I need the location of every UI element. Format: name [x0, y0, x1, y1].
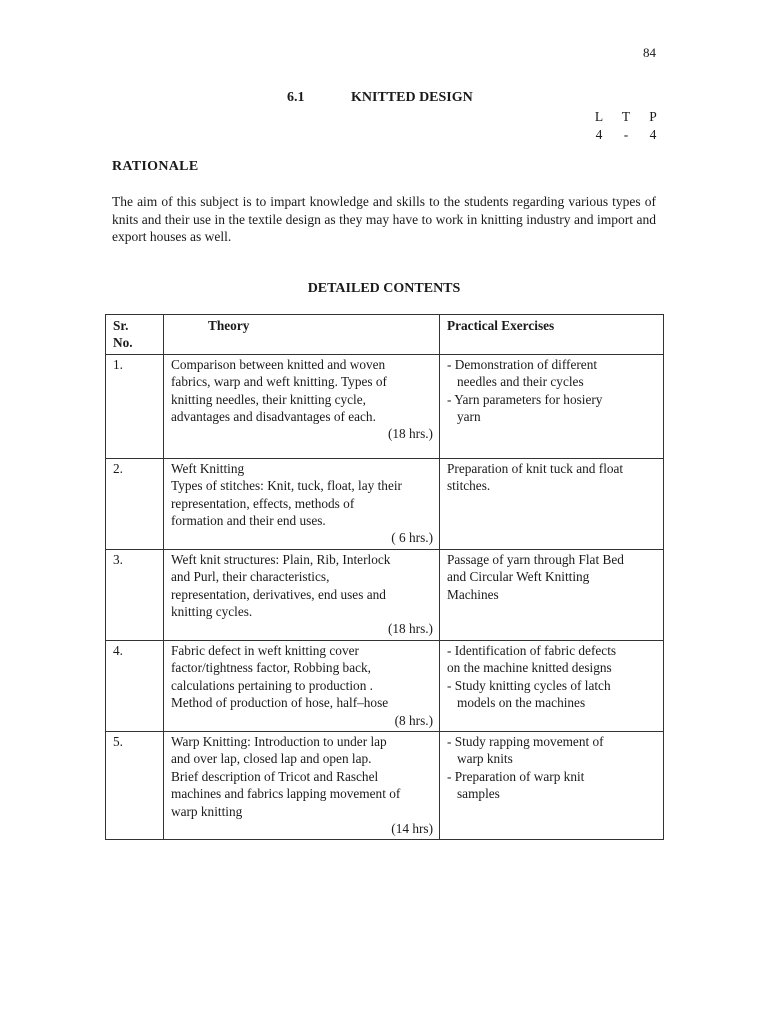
sr-no-cell: 3.: [106, 549, 164, 640]
hours-label: (18 hrs.): [387, 426, 433, 442]
theory-line: advantages and disadvantages of each.: [171, 409, 376, 425]
practical-line: stitches.: [447, 478, 491, 494]
page-number: 84: [643, 45, 656, 60]
practical-line: and Circular Weft Knitting: [447, 569, 590, 585]
practical-line: - Demonstration of different: [447, 356, 598, 372]
practical-cell: [440, 731, 664, 839]
practical-line: yarn: [457, 409, 481, 425]
ltp-values: [592, 127, 660, 143]
theory-line: and Purl, their characteristics,: [171, 569, 330, 585]
theory-line: warp knitting: [171, 803, 243, 819]
practical-line: - Preparation of warp knit: [447, 768, 585, 784]
header-sr-line2: No.: [113, 335, 133, 351]
theory-cell: [164, 731, 440, 839]
theory-cell: [164, 458, 440, 549]
sr-no-cell: 2.: [106, 458, 164, 549]
ltp-header: [592, 109, 660, 125]
ltp-label-l: L: [594, 109, 604, 124]
theory-line: representation, derivatives, end uses and: [171, 586, 386, 602]
sr-no-cell: 5.: [106, 731, 164, 839]
practical-line: samples: [457, 786, 500, 802]
practical-line: models on the machines: [457, 695, 586, 711]
theory-line: knitting cycles.: [171, 604, 253, 620]
practical-line: Preparation of knit tuck and float: [447, 460, 624, 476]
rationale-text: The aim of this subject is to impart knowledge and skills to the students regarding various types of knits and their use in the textile design as they may have to work in knitting industry and import and export houses as well.: [112, 194, 656, 244]
theory-line: formation and their end uses.: [171, 513, 326, 529]
practical-line: - Study knitting cycles of latch: [447, 677, 611, 693]
practical-cell: [440, 458, 664, 549]
ltp-label-p: P: [649, 109, 657, 124]
theory-line: Weft knit structures: Plain, Rib, Interlock: [171, 551, 391, 567]
rationale-heading: RATIONALE: [112, 159, 199, 174]
hours-label: (8 hrs.): [394, 712, 433, 728]
practical-line: Passage of yarn through Flat Bed: [447, 551, 624, 567]
hours-label: ( 6 hrs.): [391, 530, 433, 546]
theory-line: Brief description of Tricot and Raschel: [171, 768, 379, 784]
detailed-contents-heading: DETAILED CONTENTS: [307, 281, 461, 296]
theory-line: representation, effects, methods of: [171, 495, 355, 511]
theory-line: fabrics, warp and weft knitting. Types of: [171, 374, 387, 390]
practical-line: warp knits: [457, 751, 513, 767]
hours-label: (18 hrs.): [387, 621, 433, 637]
practical-line: on the machine knitted designs: [447, 660, 612, 676]
theory-line: calculations pertaining to production .: [171, 677, 373, 693]
ltp-value-t: -: [623, 127, 629, 142]
theory-line: Types of stitches: Knit, tuck, float, lay their: [171, 478, 402, 494]
practical-cell: [440, 549, 664, 640]
theory-cell: [164, 549, 440, 640]
ltp-label-t: T: [621, 109, 631, 124]
theory-line: factor/tightness factor, Robbing back,: [171, 660, 371, 676]
practical-cell: [440, 640, 664, 731]
section-heading: [287, 90, 473, 106]
header-sr-line1: Sr.: [113, 318, 129, 333]
table-row: [106, 354, 664, 458]
theory-line: knitting needles, their knitting cycle,: [171, 391, 366, 407]
practical-line: - Yarn parameters for hosiery: [447, 391, 603, 407]
section-title: KNITTED DESIGN: [351, 90, 473, 105]
theory-line: Weft Knitting: [171, 460, 245, 476]
section-number: 6.1: [287, 90, 305, 105]
practical-line: Machines: [447, 586, 499, 602]
hours-label: (14 hrs): [391, 820, 433, 836]
table-row: [106, 640, 664, 731]
theory-line: Fabric defect in weft knitting cover: [171, 642, 359, 658]
practical-line: - Study rapping movement of: [447, 733, 604, 749]
theory-line: Warp Knitting: Introduction to under lap: [171, 733, 387, 749]
sr-no-cell: 1.: [106, 354, 164, 458]
theory-line: machines and fabrics lapping movement of: [171, 786, 401, 802]
table-row: [106, 458, 664, 549]
practical-line: - Identification of fabric defects: [447, 642, 617, 658]
practical-line: needles and their cycles: [457, 374, 584, 390]
ltp-value-p: 4: [649, 127, 657, 142]
theory-line: and over lap, closed lap and open lap.: [171, 751, 372, 767]
header-practical: Practical Exercises: [440, 315, 664, 355]
theory-line: Comparison between knitted and woven: [171, 356, 386, 372]
sr-no-cell: 4.: [106, 640, 164, 731]
theory-line: Method of production of hose, half–hose: [171, 695, 389, 711]
table-row: [106, 549, 664, 640]
ltp-value-l: 4: [595, 127, 603, 142]
table-header-row: [106, 315, 664, 355]
header-theory: Theory: [164, 315, 440, 355]
contents-table: [105, 314, 664, 840]
practical-cell: [440, 354, 664, 458]
theory-cell: [164, 354, 440, 458]
theory-cell: [164, 640, 440, 731]
header-sr-no: [106, 315, 164, 355]
table-row: [106, 731, 664, 839]
